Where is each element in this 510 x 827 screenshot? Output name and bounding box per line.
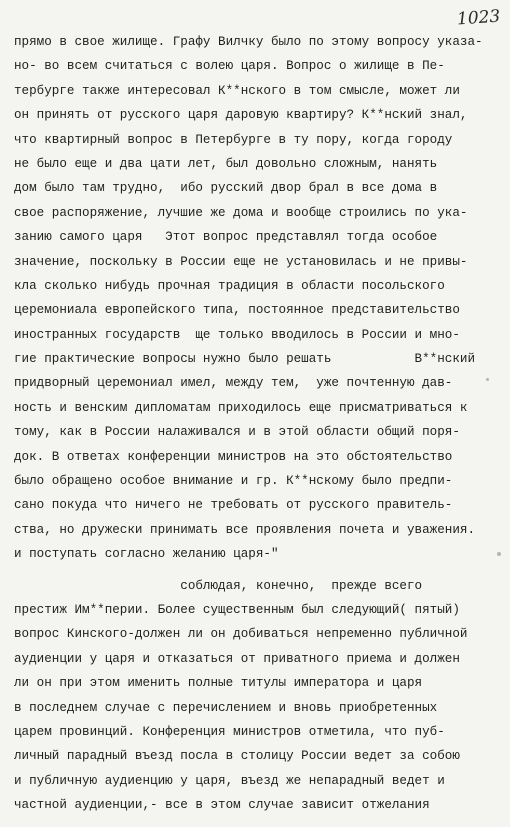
text-line: он принять от русского царя даровую квартиру? К**нский знал, [14,108,468,123]
typewritten-text [14,30,506,818]
paragraph-gap [14,567,506,574]
text-line: и публичную аудиенцию у царя, въезд же непарадный ведет и [14,773,445,788]
text-line: церемониала европейского типа, постоянное представительство [14,303,460,318]
text-line: тербурге также интересовал К**нского в том смысле, может ли [14,83,460,98]
text-line: занию самого царя Этот вопрос представлял тогда особое [14,230,438,245]
paragraph-1 [14,30,506,567]
text-line: соблюдая, конечно, прежде всего [14,578,423,593]
text-line: аудиенции у царя и отказаться от приватного приема и должен [14,651,460,666]
text-line: ства, но дружески принимать все проявления почета и уважения. [14,522,476,537]
text-line: прямо в свое жилище. Графу Вилчку было по этому вопросу указа- [14,35,483,49]
text-line: ли он при этом именить полные титулы императора и царя [14,676,423,691]
text-line: ность и венским дипломатам приходилось еще присматриваться к [14,400,468,415]
paragraph-2 [14,574,506,818]
text-line: престиж Им**перии. Более существенным был следующий( пятый) [14,602,460,617]
text-line: но- во всем считаться с волею царя. Вопрос о жилище в Пе- [14,59,445,74]
text-line: и поступать согласно желанию царя-" [14,547,279,562]
paper-speck [497,552,501,556]
text-line: кла сколько нибудь прочная традиция в области посольского [14,278,445,293]
paper-speck [486,378,489,381]
text-line: сано покуда что ничего не требовать от русского правитель- [14,498,453,513]
text-line: в последнем случае с перечислением и вновь приобретенных [14,700,438,715]
text-line: придворный церемониал имел, между тем, уже почтенную дав- [14,376,453,391]
text-line: было обращено особое внимание и гр. К**нскому было предпи- [14,474,453,489]
text-line: тому, как в России налаживался и в этой области общий поря- [14,425,460,440]
text-line: значение, поскольку в России еще не установилась и не привы- [14,254,468,269]
text-line: царем провинций. Конференция министров отметила, что пуб- [14,724,445,739]
text-line: гие практические вопросы нужно было решать В**нский [14,352,476,367]
text-line: что квартирный вопрос в Петербурге в ту пору, когда городу [14,132,453,147]
folio-number: 1023 [456,6,501,30]
text-line: личный парадный въезд посла в столицу России ведет за собою [14,749,460,764]
text-line: дом было там трудно, ибо русский двор брал в все дома в [14,181,438,196]
text-line: док. В ответах конференции министров на это обстоятельство [14,449,453,464]
text-line: не было еще и два цати лет, был довольно сложным, нанять [14,156,438,171]
text-line: вопрос Кинского-должен ли он добиваться непременно публичной [14,627,468,642]
text-line: свое распоряжение, лучшие же дома и вообще строились по ука- [14,205,468,220]
text-line: частной аудиенции,- все в этом случае зависит отжелания [14,798,430,813]
text-line: иностранных государств ще только вводилось в России и мно- [14,327,460,342]
